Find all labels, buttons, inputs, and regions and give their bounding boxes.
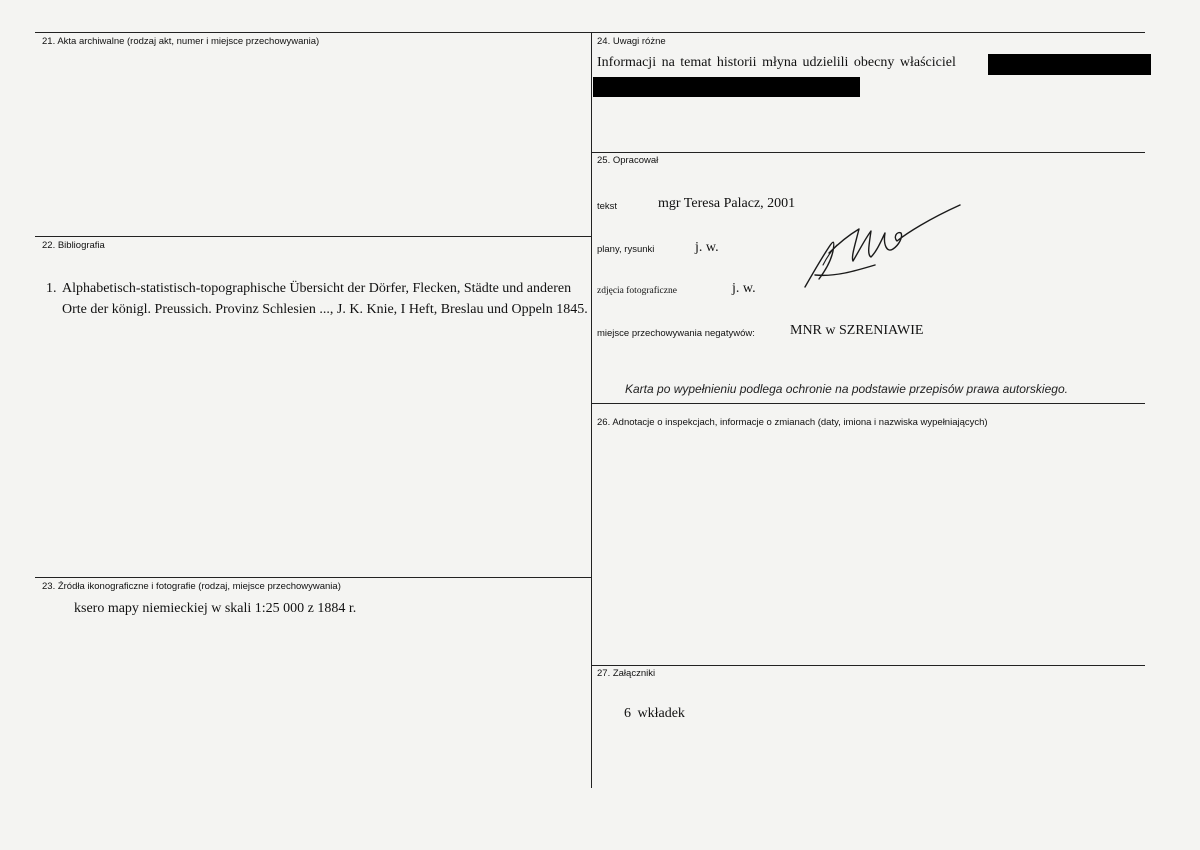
- top-border-line: [35, 32, 1145, 33]
- bibliography-item: 1. Alphabetisch-statistisch-topographische Übersicht der Dörfer, Flecken, Städte und anderen Orte der königl. Preussich. Provinz Schlesien ..., J. K. Knie, I Heft, Breslau und Oppeln 1845.: [60, 278, 590, 320]
- zdjecia-value: j. w.: [732, 281, 756, 296]
- divider-22-23: [35, 577, 591, 578]
- divider-24-25: [591, 152, 1145, 153]
- divider-21-22: [35, 236, 591, 237]
- bibliography-list: [42, 278, 590, 320]
- divider-25-26: [591, 403, 1145, 404]
- section-21-label: 21. Akta archiwalne (rodzaj akt, numer i miejsce przechowywania): [42, 36, 320, 47]
- divider-26-27: [591, 665, 1145, 666]
- miejsce-label: miejsce przechowywania negatywów:: [597, 328, 755, 339]
- section-25-label: 25. Opracował: [597, 155, 659, 166]
- section-24-label: 24. Uwagi różne: [597, 36, 666, 47]
- plany-value: j. w.: [695, 240, 719, 255]
- miejsce-value: MNR w SZRENIAWIE: [790, 323, 924, 338]
- center-divider: [591, 32, 592, 788]
- tekst-label: tekst: [597, 201, 618, 212]
- section-26-label: 26. Adnotacje o inspekcjach, informacje o zmianach (daty, imiona i nazwiska wypełniających): [597, 417, 988, 428]
- signature-image: [795, 195, 965, 295]
- copyright-notice: Karta po wypełnieniu podlega ochronie na podstawie przepisów prawa autorskiego.: [625, 382, 1068, 396]
- section-23-label: 23. Źródła ikonograficzne i fotografie (rodzaj, miejsce przechowywania): [42, 581, 341, 592]
- redaction-bar: [988, 54, 1151, 75]
- section-27-label: 27. Załączniki: [597, 668, 656, 679]
- plany-label: plany, rysunki: [597, 244, 655, 255]
- remarks-text: Informacji na temat historii młyna udzielili obecny właściciel: [597, 55, 956, 70]
- section-22-label: 22. Bibliografia: [42, 240, 105, 251]
- tekst-value: mgr Teresa Palacz, 2001: [658, 196, 796, 211]
- attachments-text: 6 wkładek: [624, 706, 685, 721]
- iconographic-sources-text: ksero mapy niemieckiej w skali 1:25 000 z 1884 r.: [74, 601, 357, 616]
- zdjecia-label: zdjęcia fotograficzne: [597, 286, 677, 296]
- redaction-bar: [593, 77, 860, 97]
